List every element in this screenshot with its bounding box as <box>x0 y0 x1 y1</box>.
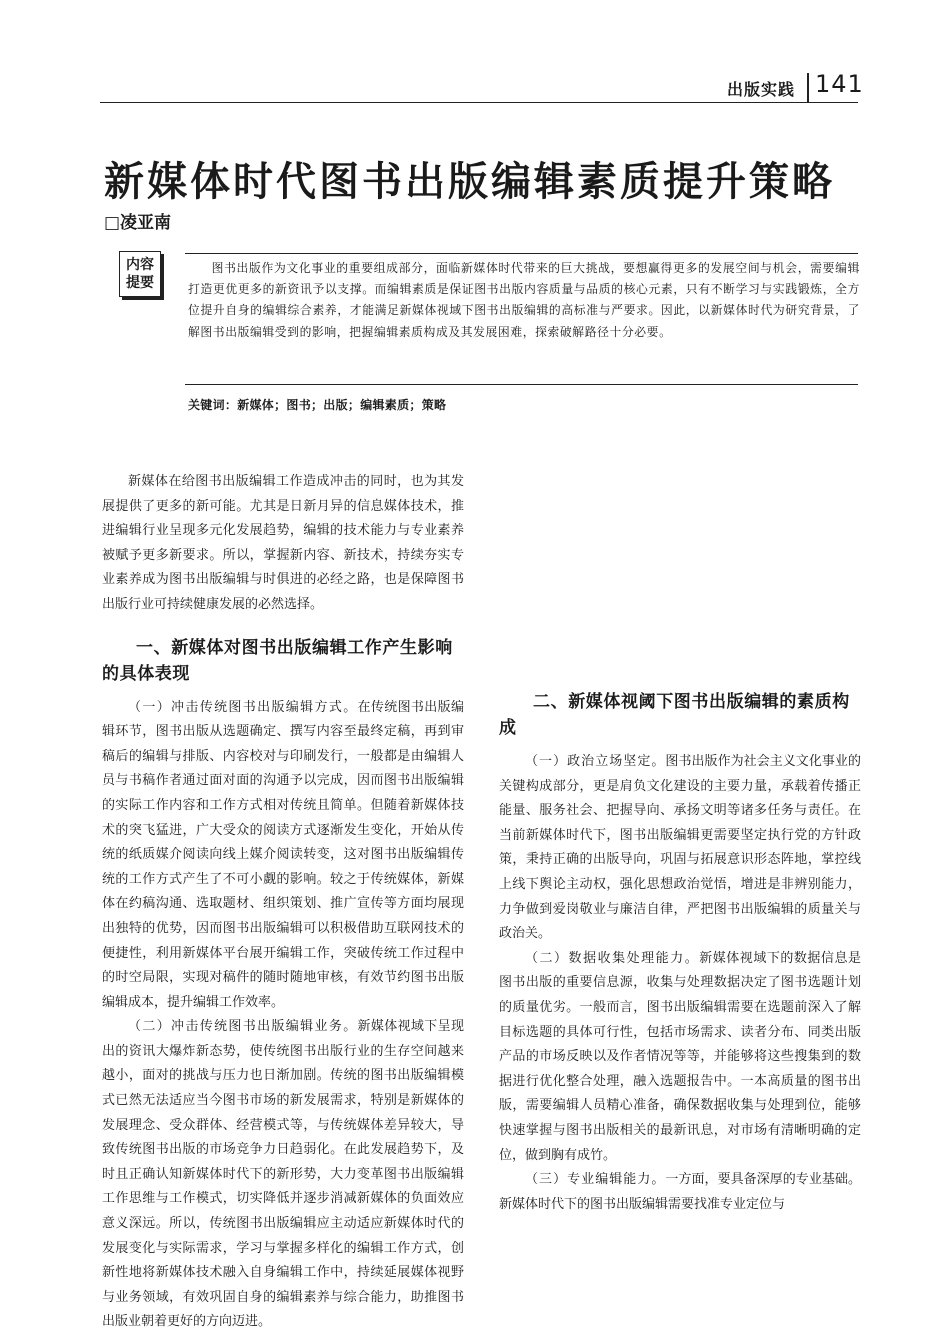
section1-heading: 一、新媒体对图书出版编辑工作产生影响的具体表现 <box>102 637 453 684</box>
header-rule <box>100 102 858 103</box>
subsection-2-2 <box>499 947 861 1168</box>
subsection-2-1 <box>499 750 861 947</box>
journal-section-label: 出版实践 <box>727 80 796 99</box>
subsection-1-2 <box>102 1015 464 1335</box>
subsection-1-2-label: （二）冲击传统图书出版编辑业务。 <box>128 1019 358 1035</box>
abstract-rule-top <box>185 253 858 254</box>
section2-heading: 二、新媒体视阈下图书出版编辑的素质构成 <box>499 692 850 738</box>
subsection-2-2-text: 新媒体视域下的数据信息是图书出版的重要信息源，收集与处理数据决定了图书选题计划的质量优劣。一般而言，图书出版编辑需要在选题前深入了解目标选题的具体可行性，包括市场需求、读者分布、同类出版产品的市场反映以及作者情况等等，并能够将这些搜集到的数据进行优化整合处理，融入选题报告中。一本高质量的图书出版，需要编辑人员精心准备，确保数据收集与处理到位，能够快速掌握与图书出版相关的最新讯息，对市场有清晰明确的定位，做到胸有成竹。 <box>499 950 861 1163</box>
subsection-1-1-text: 在传统图书出版编辑环节，图书出版从选题确定、撰写内容至最终定稿，再到审稿后的编辑与排版、内容校对与印刷发行，一般都是由编辑人员与书稿作者通过面对面的沟通予以完成，因而图书出版编辑的实际工作内容和工作方式相对传统且简单。但随着新媒体技术的突飞猛进，广大受众的阅读方式逐渐发生变化，开始从传统的纸质媒介阅读向线上媒介阅读转变，这对图书出版编辑传统的工作方式产生了不可小觑的影响。较之于传统媒体，新媒体在约稿沟通、选取题材、组织策划、推广宣传等方面均展现出独特的优势，因而图书出版编辑可以积极借助互联网技术的便捷性，利用新媒体平台展开编辑工作，突破传统工作过程中的时空局限，实现对稿件的随时随地审核，有效节约图书出版编辑成本，提升编辑工作效率。 <box>102 699 464 1010</box>
subsection-2-1-label: （一）政治立场坚定。 <box>525 754 666 769</box>
subsection-2-3-text: 一方面，要具备深厚的专业基础。新媒体时代下的图书出版编辑需要找准专业定位与 <box>499 1172 861 1212</box>
abstract-label-line1: 内容 <box>126 257 154 273</box>
subsection-1-1 <box>102 696 464 1016</box>
body-column-right <box>499 470 861 1217</box>
article-author: □凌亚南 <box>104 213 172 233</box>
abstract-label-box <box>119 251 161 297</box>
keywords: 关键词：新媒体；图书；出版；编辑素质；策略 <box>188 398 447 412</box>
column-continuation-spacer <box>499 470 861 675</box>
header-divider-bar <box>807 73 809 103</box>
subsection-2-3-label: （三）专业编辑能力。 <box>525 1172 666 1188</box>
subsection-2-3 <box>499 1168 861 1217</box>
subsection-1-1-label: （一）冲击传统图书出版编辑方式。 <box>128 699 358 715</box>
intro-paragraph: 新媒体在给图书出版编辑工作造成冲击的同时，也为其发展提供了更多的新可能。尤其是日新月异的信息媒体技术，推进编辑行业呈现多元化发展趋势，编辑的技术能力与专业素养被赋予更多新要求。所以，掌握新内容、新技术，持续夯实专业素养成为图书出版编辑与时俱进的必经之路，也是保障图书出版行业可持续健康发展的必然选择。 <box>102 474 464 612</box>
abstract-rule-bottom <box>185 384 858 385</box>
abstract-text: 图书出版作为文化事业的重要组成部分，面临新媒体时代带来的巨大挑战，要想赢得更多的发展空间与机会，需要编辑打造更优更多的新资讯予以支撑。而编辑素质是保证图书出版内容质量与品质的核心元素，只有不断学习与实践锻炼，全方位提升自身的编辑综合素养，才能满足新媒体视域下图书出版编辑的高标准与严要求。因此，以新媒体时代为研究背景，了解图书出版编辑受到的影响，把握编辑素质构成及其发展困难，探索破解路径十分必要。 <box>188 261 860 339</box>
subsection-1-2-text: 新媒体视域下呈现出的资讯大爆炸新态势，使传统图书出版行业的生存空间越来越小，面对的挑战与压力也日渐加剧。传统的图书出版编辑模式已然无法适应当今图书市场的新发展需求，特别是新媒体的发展理念、受众群体、经营模式等，与传统媒体差异较大，导致传统图书出版的市场竞争力日趋弱化。在此发展趋势下，及时且正确认知新媒体时代下的新形势，大力变革图书出版编辑工作思维与工作模式，切实降低并逐步消减新媒体的负面效应意义深远。所以，传统图书出版编辑应主动适应新媒体时代的发展变化与实际需求，学习与掌握多样化的编辑工作方式，创新性地将新媒体技术融入自身编辑工作中，持续延展媒体视野与业务领域，有效巩固自身的编辑素养与综合能力，助推图书出版业朝着更好的方向迈进。 <box>102 1019 464 1330</box>
page-number: 141 <box>815 70 864 98</box>
article-title: 新媒体时代图书出版编辑素质提升策略 <box>104 159 835 205</box>
abstract-label-line2: 提要 <box>126 275 154 291</box>
subsection-2-1-text: 图书出版作为社会主义文化事业的关键构成部分，更是肩负文化建设的主要力量，承载着传播正能量、服务社会、把握导向、承扬文明等诸多任务与责任。在当前新媒体时代下，图书出版编辑更需要坚定执行党的方针政策，秉持正确的出版导向，巩固与拓展意识形态阵地，掌控线上线下舆论主动权，强化思想政治觉悟，增进是非辨别能力，力争做到爱岗敬业与廉洁自律，严把图书出版编辑的质量关与政治关。 <box>499 754 861 942</box>
body-column-left <box>102 470 464 1335</box>
subsection-2-2-label: （二）数据收集处理能力。 <box>525 950 700 966</box>
